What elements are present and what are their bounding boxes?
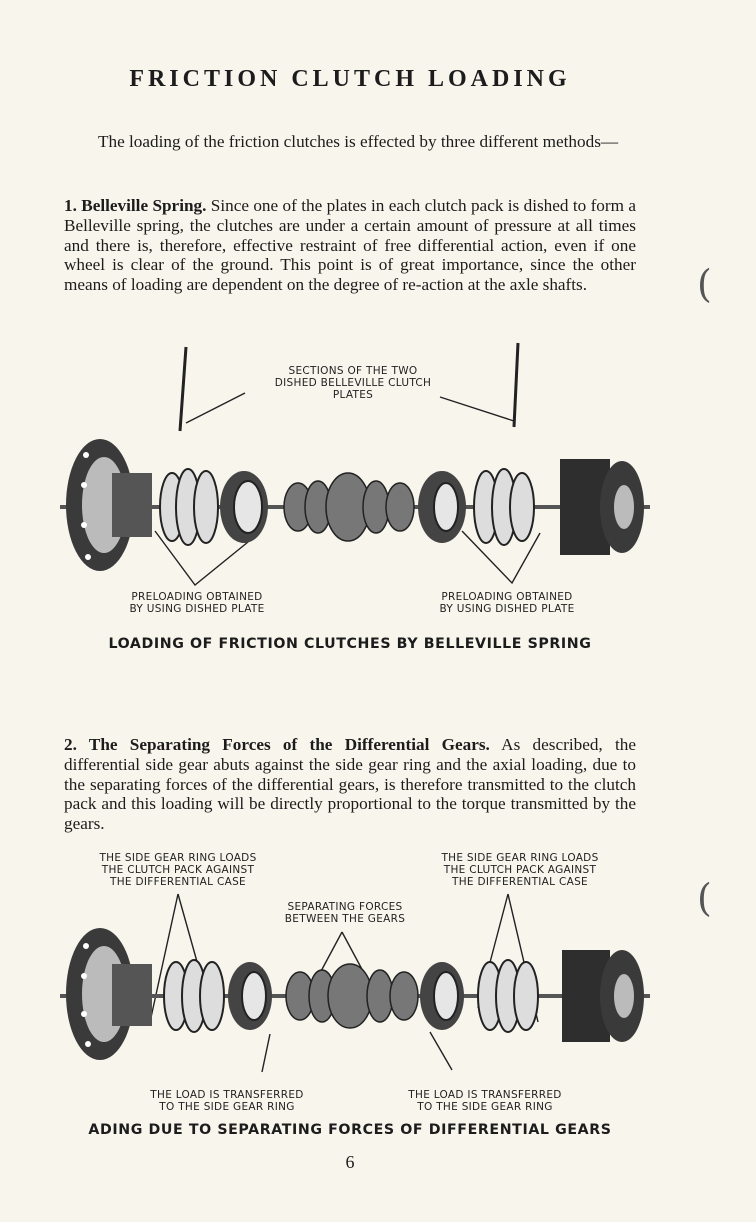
page-number: 6 xyxy=(345,1152,355,1172)
method-2-heading: 2. The Separating Forces of the Differential Gears. xyxy=(64,735,490,754)
margin-mark-lower: ( xyxy=(697,876,712,920)
method-1-text: Since one of the plates in each clutch pack is dished to form a Belleville spring, the clutches are under a certain amount of pressure at all times and there is, therefore, effective restraint of free differential action, even if one wheel is clear of the ground. This point is of great importance, since the other means of loading are dependent on the degree of re-action at the axle shafts. xyxy=(64,196,636,295)
figure-2-caption: ADING DUE TO SEPARATING FORCES OF DIFFERENTIAL GEARS xyxy=(88,1122,612,1138)
method-2-paragraph xyxy=(64,735,636,834)
figure-1-caption: LOADING OF FRICTION CLUTCHES BY BELLEVILLE SPRING xyxy=(108,636,592,652)
method-1-heading: 1. Belleville Spring. xyxy=(64,196,207,215)
method-2-text: As described, the differential side gear abuts against the side gear ring and the axial loading, due to the separating forces of the differential gears, is therefore transmitted to the clutch pack and this loading will be directly proportional to the torque transmitted by the gears. xyxy=(64,735,636,834)
margin-mark-upper: ( xyxy=(697,262,712,306)
callout-load-right: THE LOAD IS TRANSFERRED TO THE SIDE GEAR RING xyxy=(408,1089,562,1113)
intro-paragraph: The loading of the friction clutches is effected by three different methods— xyxy=(98,132,619,151)
method-1-paragraph xyxy=(64,196,636,295)
page-title: FRICTION CLUTCH LOADING xyxy=(129,66,571,92)
callout-preload-right: PRELOADING OBTAINED BY USING DISHED PLATE xyxy=(439,591,575,615)
callout-top: SECTIONS OF THE TWO DISHED BELLEVILLE CLUTCH PLATES xyxy=(274,365,432,401)
callout-preload-left: PRELOADING OBTAINED BY USING DISHED PLATE xyxy=(129,591,265,615)
callout-side-gear-right: THE SIDE GEAR RING LOADS THE CLUTCH PACK AGAINST THE DIFFERENTIAL CASE xyxy=(441,852,599,888)
callout-load-left: THE LOAD IS TRANSFERRED TO THE SIDE GEAR RING xyxy=(150,1089,304,1113)
callout-side-gear-left: THE SIDE GEAR RING LOADS THE CLUTCH PACK AGAINST THE DIFFERENTIAL CASE xyxy=(99,852,257,888)
callout-separating-forces: SEPARATING FORCES BETWEEN THE GEARS xyxy=(284,901,406,925)
